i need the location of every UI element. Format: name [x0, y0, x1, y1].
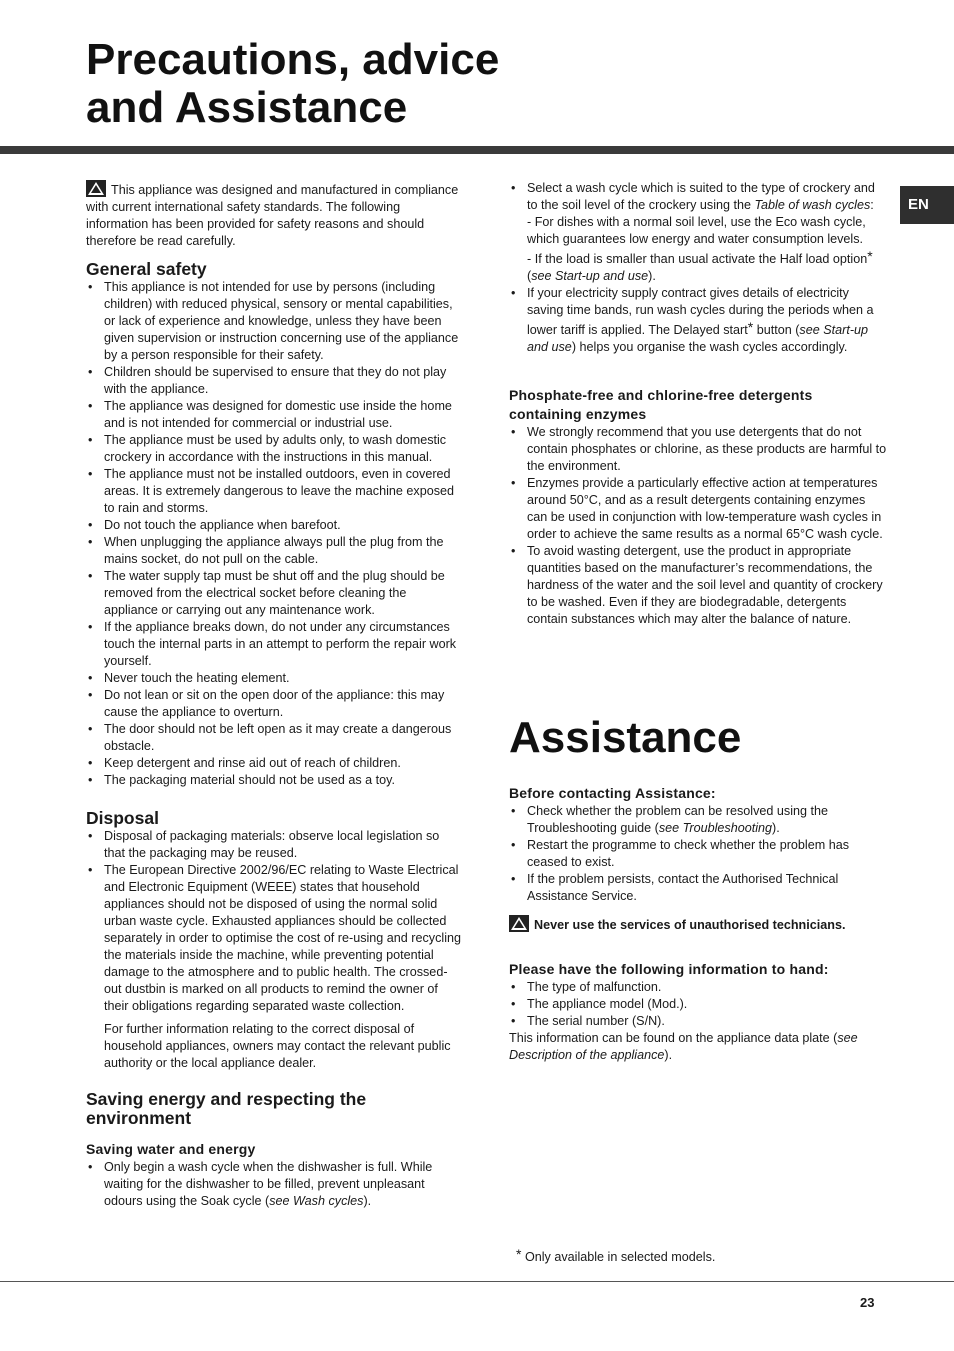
footnote-marker: * — [516, 1246, 522, 1262]
information-heading: Please have the following information to hand: — [509, 961, 829, 977]
title-line-2: and Assistance — [86, 83, 408, 132]
disposal-list — [86, 828, 462, 1015]
cross-reference: Table of wash cycles — [754, 198, 871, 212]
header-rule — [0, 146, 954, 154]
footnote-marker: * — [747, 319, 754, 335]
list-item: • The type of malfunction. — [509, 979, 887, 996]
list-item: • The appliance model (Mod.). — [509, 996, 887, 1013]
list-item: • Restart the programme to check whether the problem has ceased to exist. — [509, 837, 887, 871]
page-number: 23 — [860, 1295, 875, 1310]
footnote — [516, 1246, 715, 1266]
list-item: • The appliance must not be installed outdoors, even in covered areas. It is extremely dangerous to leave the machine exposed to rain and storms. — [86, 466, 462, 517]
list-item: • Check whether the problem can be resolved using the Troubleshooting guide (see Troubleshooting). — [509, 803, 887, 837]
title-line-1: Precautions, advice — [86, 35, 500, 84]
list-item: • The door should not be left open as it may create a dangerous obstacle. — [86, 721, 462, 755]
disposal-further-info: For further information relating to the correct disposal of household appliances, owners may contact the relevant public authority or the local appliance dealer. — [104, 1022, 451, 1070]
list-item: • The appliance must be used by adults only, to wash domestic crockery in accordance with the instructions in this manual. — [86, 432, 462, 466]
list-item: • Only begin a wash cycle when the dishwasher is full. While waiting for the dishwasher to be filled, prevent unpleasant odours using the Soak cycle (see Wash cycles). — [86, 1159, 462, 1210]
list-item: • The water supply tap must be shut off and the plug should be removed from the electrical socket before cleaning the appliance or carrying out any maintenance work. — [86, 568, 462, 619]
list-item: • To avoid wasting detergent, use the product in appropriate quantities based on the manufacturer’s recommendations, the hardness of the water and the soil level and quantity of crockery to be washed. Even if they are biodegradable, detergents contain substances which may alter the balance of nature. — [509, 543, 887, 628]
cross-reference: see Start-up and use — [531, 269, 649, 283]
list-item: • The European Directive 2002/96/EC relating to Waste Electrical and Electronic Equipment (WEEE) states that household appliances should not be disposed of using the normal solid urban waste cycle. Exhausted appliances should be collected separately in order to optimise the cost of re-using and recycling the materials inside the machine, while preventing potential damage to the atmosphere and to public health. The crossed-out dustbin is marked on all products to remind the owner of their obligations regarding separated waste collection. — [86, 862, 462, 1015]
disposal-heading: Disposal — [86, 808, 159, 828]
list-item: • Never touch the heating element. — [86, 670, 462, 687]
page-title — [86, 36, 499, 132]
warning-icon — [86, 180, 106, 197]
warning-icon — [509, 915, 529, 932]
list-item: • Select a wash cycle which is suited to the type of crockery and to the soil level of the crockery using the Table of wash cycles: - For dishes with a normal soil level, use the Eco wash cycle, which guarantees low energy and water consumption levels. - If the load is smaller than usual activate the Half load option* (see Start-up and use). — [509, 180, 887, 285]
list-item: • Keep detergent and rinse aid out of reach of children. — [86, 755, 462, 772]
list-item: • We strongly recommend that you use detergents that do not contain phosphates or chlorine, as these products are harmful to the environment. — [509, 424, 887, 475]
list-item: • This appliance is not intended for use by persons (including children) with reduced physical, sensory or mental capabilities, or lack of experience and knowledge, unless they have been given supervision or instruction concerning use of the appliance by a person responsible for their safety. — [86, 279, 462, 364]
cross-reference: see Wash cycles — [269, 1194, 364, 1208]
assistance-title: Assistance — [509, 713, 742, 762]
eco-cycle-note: - For dishes with a normal soil level, use the Eco wash cycle, which guarantees low energy and water consumption levels. — [527, 215, 866, 246]
list-item: • The appliance was designed for domestic use inside the home and is not intended for commercial or industrial use. — [86, 398, 462, 432]
list-item: • Disposal of packaging materials: observe local legislation so that the packaging may be reused. — [86, 828, 462, 862]
list-item: • If the problem persists, contact the Authorised Technical Assistance Service. — [509, 871, 887, 905]
footer-rule — [0, 1281, 954, 1282]
cross-reference: see Start-up and use — [527, 323, 869, 354]
saving-list-part2 — [509, 180, 887, 356]
list-item: • Children should be supervised to ensure that they do not play with the appliance. — [86, 364, 462, 398]
saving-water-energy-heading: Saving water and energy — [86, 1141, 256, 1157]
list-item: • When unplugging the appliance always pull the plug from the mains socket, do not pull on the cable. — [86, 534, 462, 568]
cross-reference: see Description of the appliance — [509, 1031, 858, 1062]
right-column — [509, 180, 887, 1064]
saving-list-part1 — [86, 1159, 462, 1210]
intro-paragraph — [86, 180, 462, 250]
list-item: • Do not touch the appliance when barefoot. — [86, 517, 462, 534]
general-safety-heading: General safety — [86, 259, 207, 279]
list-item: • Do not lean or sit on the open door of the appliance: this may cause the appliance to overturn. — [86, 687, 462, 721]
list-item: • If your electricity supply contract gives details of electricity saving time bands, run wash cycles during the periods when a lower tariff is applied. The Delayed start* button (see Start-up and use) helps you organise the wash cycles accordingly. — [509, 285, 887, 356]
cross-reference: see Troubleshooting — [658, 821, 773, 835]
technician-warning: Never use the services of unauthorised technicians. — [509, 915, 887, 934]
list-item: • If the appliance breaks down, do not under any circumstances touch the internal parts in an attempt to perform the repair work yourself. — [86, 619, 462, 670]
information-list — [509, 979, 887, 1030]
half-load-note: - If the load is smaller than usual activate the Half load option — [527, 252, 868, 266]
list-item: • The serial number (S/N). — [509, 1013, 887, 1030]
saving-heading: Saving energy and respecting the environment — [86, 1089, 367, 1128]
data-plate-note: This information can be found on the appliance data plate (see Description of the appliance). — [509, 1031, 858, 1062]
general-safety-list — [86, 279, 462, 789]
intro-text: This appliance was designed and manufactured in compliance with current international safety standards. The following information has been provided for safety reasons and should therefore be read carefully. — [86, 183, 459, 248]
before-contacting-list — [509, 803, 887, 905]
list-item: • Enzymes provide a particularly effective action at temperatures around 50°C, and as a result detergents containing enzymes can be used in conjunction with low-temperature wash cycles in order to achieve the same results as a normal 65°C wash cycle. — [509, 475, 887, 543]
before-contacting-heading: Before contacting Assistance: — [509, 785, 716, 801]
footnote-text: Only available in selected models. — [524, 1250, 716, 1264]
phosphate-list — [509, 424, 887, 628]
footnote-marker: * — [867, 248, 873, 264]
phosphate-heading: Phosphate-free and chlorine-free detergents containing enzymes — [509, 387, 813, 422]
list-item: • The packaging material should not be used as a toy. — [86, 772, 462, 789]
language-tab: EN — [900, 186, 954, 224]
left-column — [86, 180, 462, 1210]
